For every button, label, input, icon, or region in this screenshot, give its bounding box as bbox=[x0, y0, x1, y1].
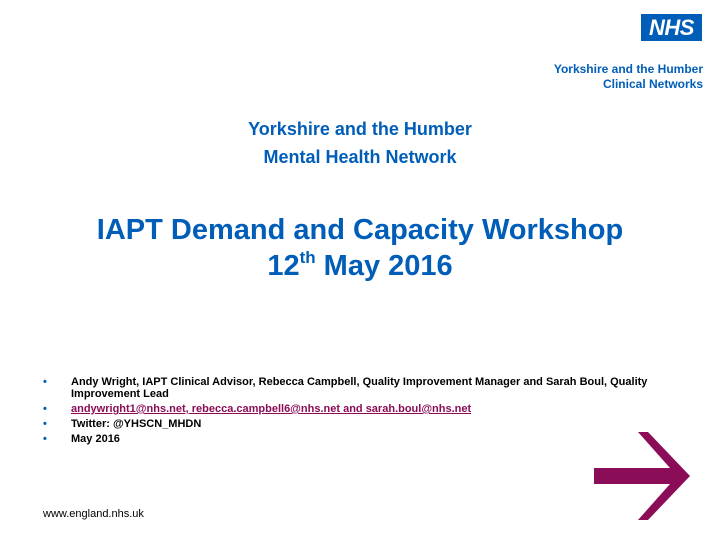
network-heading bbox=[0, 115, 720, 171]
bullet-marker: • bbox=[43, 433, 47, 445]
bullet-marker: • bbox=[43, 403, 47, 415]
title-date-day: 12 bbox=[267, 250, 300, 282]
title-line1: IAPT Demand and Capacity Workshop bbox=[96, 214, 624, 246]
list-item-date bbox=[43, 433, 663, 445]
twitter-text: Twitter: @YHSCN_MHDN bbox=[71, 418, 202, 430]
list-item-emails bbox=[43, 403, 663, 415]
list-item-twitter bbox=[43, 418, 663, 430]
network-line2: Mental Health Network bbox=[263, 147, 457, 167]
bullet-marker: • bbox=[43, 376, 47, 388]
title-date bbox=[0, 248, 720, 284]
network-line1: Yorkshire and the Humber bbox=[248, 119, 472, 139]
org-name bbox=[503, 62, 703, 92]
org-name-line1: Yorkshire and the Humber bbox=[553, 62, 703, 76]
contact-list bbox=[43, 376, 663, 448]
title-date-rest: May 2016 bbox=[315, 250, 453, 282]
footer-url[interactable]: www.england.nhs.uk bbox=[43, 508, 144, 520]
date-text: May 2016 bbox=[71, 433, 120, 445]
people-text: Andy Wright, IAPT Clinical Advisor, Rebecca Campbell, Quality Improvement Manager and Sarah Boul, Quality Improvement Lead bbox=[71, 376, 648, 400]
email-link[interactable]: andywright1@nhs.net, rebecca.campbell6@nhs.net and sarah.boul@nhs.net bbox=[71, 403, 472, 415]
arrow-right-icon bbox=[590, 432, 690, 520]
org-name-line2: Clinical Networks bbox=[602, 77, 703, 91]
nhs-logo-text: NHS bbox=[649, 14, 694, 40]
bullet-marker: • bbox=[43, 418, 47, 430]
list-item-people bbox=[43, 376, 663, 400]
title-date-suffix: th bbox=[299, 248, 316, 268]
nhs-logo bbox=[641, 14, 702, 41]
slide-title bbox=[0, 212, 720, 284]
